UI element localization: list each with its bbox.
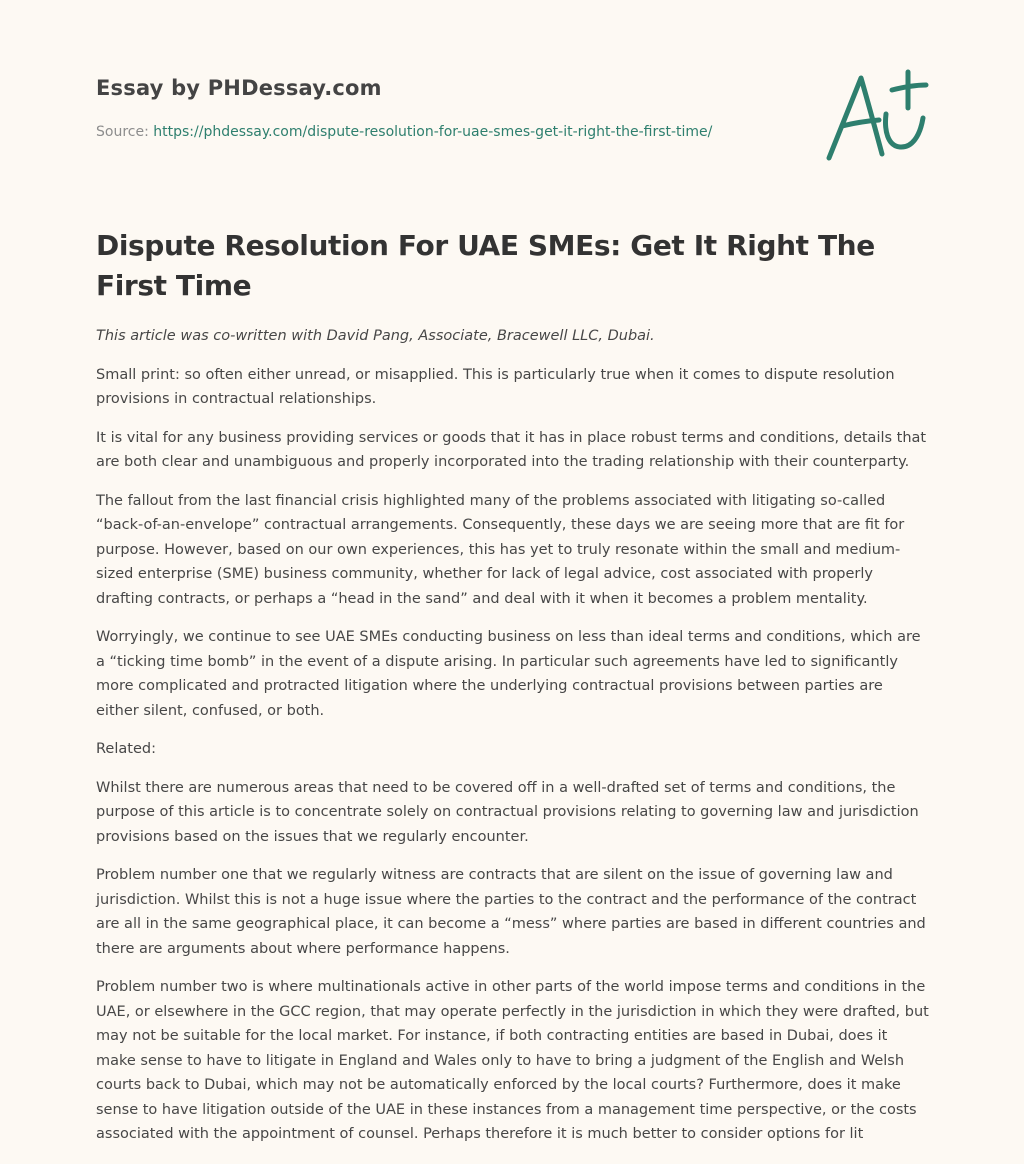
essay-page (96, 0, 930, 1164)
essay-body (96, 324, 930, 1161)
source-label: Source: (96, 124, 149, 140)
paragraph: Problem number one that we regularly witness are contracts that are silent on the issue of governing law and jurisdiction. Whilst this is not a huge issue where the parties to the contract and the performance of the contract are all in the same geographical place, it can become a “mess” where parties are based in different countries and there are arguments about where performance happens. (96, 867, 926, 957)
source-line (96, 124, 712, 140)
paragraph: Whilst there are numerous areas that need to be covered off in a well-drafted set of terms and conditions, the purpose of this article is to concentrate solely on contractual provisions relating to governing law and jurisdiction provisions based on the issues that we regularly encounter. (96, 779, 919, 845)
paragraph: The fallout from the last financial crisis highlighted many of the problems associated with litigating so-called “back-of-an-envelope” contractual arrangements. Consequently, these days we are seeing more that are fit for purpose. However, based on our own experiences, this has yet to truly resonate within the small and medium-sized enterprise (SME) business community, whether for lack of legal advice, cost associated with properly drafting contracts, or perhaps a “head in the sand” and deal with it when it becomes a problem mentality. (96, 492, 905, 607)
source-link[interactable]: https://phdessay.com/dispute-resolution-for-uae-smes-get-it-right-the-first-time/ (153, 124, 713, 140)
related-label: Related: (96, 741, 156, 757)
paragraph: Problem number two is where multinationals active in other parts of the world impose terms and conditions in the UAE, or elsewhere in the GCC region, that may operate perfectly in the jurisdiction in which they were drafted, but may not be suitable for the local market. For instance, if both contracting entities are based in Dubai, does it make sense to have to litigate in England and Wales only to have to bring a judgment of the English and Welsh courts back to Dubai, which may not be automatically enforced by the local courts? Furthermore, does it make sense to have litigation outside of the UAE in these instances from a management time perspective, or the costs associated with the appointment of counsel. Perhaps therefore it is much better to consider options for lit (96, 979, 929, 1142)
essay-title: Dispute Resolution For UAE SMEs: Get It Right The First Time (96, 229, 875, 302)
paragraph: Small print: so often either unread, or misapplied. This is particularly true when it comes to dispute resolution provisions in contractual relationships. (96, 366, 895, 407)
a-plus-logo-icon (822, 68, 932, 168)
paragraph: Worryingly, we continue to see UAE SMEs conducting business on less than ideal terms and conditions, which are a “ticking time bomb” in the event of a dispute arising. In particular such agreements have led to significantly more complicated and protracted litigation where the underlying contractual provisions between parties are either silent, confused, or both. (96, 629, 921, 719)
byline: This article was co-written with David Pang, Associate, Bracewell LLC, Dubai. (96, 328, 655, 344)
site-title: Essay by PHDessay.com (96, 76, 382, 100)
paragraph: It is vital for any business providing services or goods that it has in place robust terms and conditions, details that are both clear and unambiguous and properly incorporated into the trading relationship with their counterparty. (96, 429, 927, 470)
